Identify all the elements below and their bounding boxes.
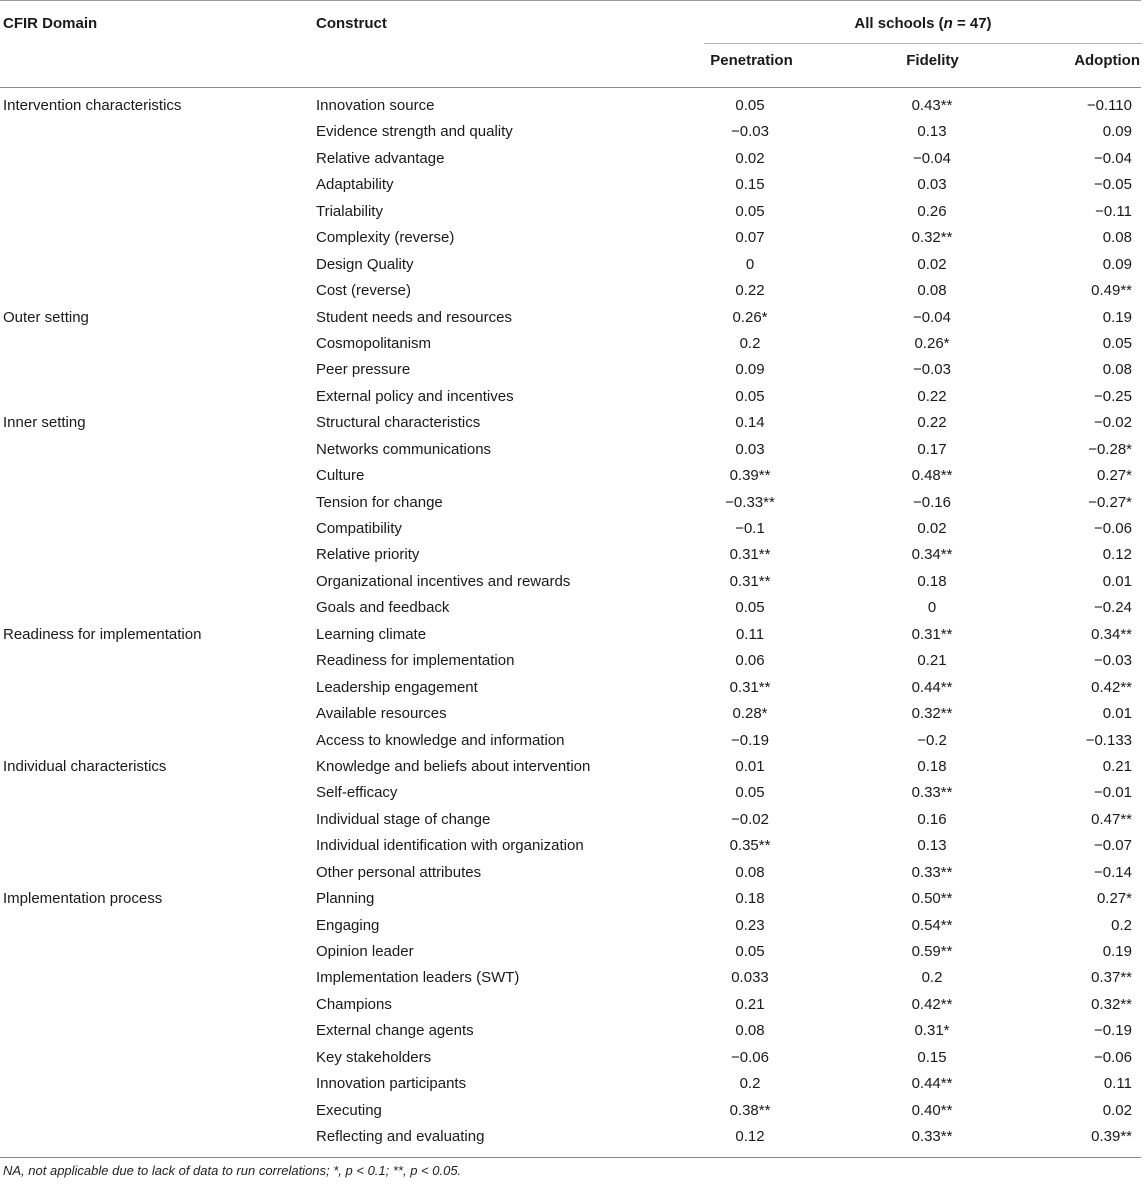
cell-penetration: 0.05 bbox=[735, 202, 765, 220]
cell-penetration: 0.05 bbox=[735, 599, 765, 617]
cell-adoption: −0.05 bbox=[1094, 176, 1132, 194]
cell-fidelity: 0.33** bbox=[911, 863, 953, 881]
table-row bbox=[0, 965, 1145, 991]
cell-construct: Design Quality bbox=[316, 255, 414, 273]
cell-fidelity: 0.42** bbox=[911, 995, 953, 1013]
cell-adoption: −0.14 bbox=[1094, 863, 1132, 881]
table-row bbox=[0, 675, 1145, 701]
cell-penetration: 0.11 bbox=[735, 625, 765, 643]
cell-construct: Goals and feedback bbox=[316, 599, 450, 617]
cell-fidelity: 0.43** bbox=[911, 97, 953, 114]
table-row bbox=[0, 833, 1145, 859]
table-row bbox=[0, 1018, 1145, 1044]
cell-adoption: 0.49** bbox=[1091, 282, 1132, 300]
cell-construct: Knowledge and beliefs about intervention bbox=[316, 757, 591, 775]
cell-penetration: 0.09 bbox=[735, 361, 765, 379]
cell-fidelity: 0.48** bbox=[911, 467, 953, 485]
cell-fidelity: 0.40** bbox=[911, 1101, 953, 1119]
table-bottom-rule bbox=[0, 1157, 1141, 1158]
cell-fidelity: 0.26 bbox=[917, 202, 947, 220]
cell-adoption: −0.02 bbox=[1094, 414, 1132, 432]
cell-adoption: −0.06 bbox=[1094, 1048, 1132, 1066]
cell-construct: External policy and incentives bbox=[316, 387, 514, 405]
cell-penetration: 0.2 bbox=[739, 334, 761, 352]
table-row bbox=[0, 463, 1145, 489]
table-row bbox=[0, 278, 1145, 304]
cell-construct: Student needs and resources bbox=[316, 308, 512, 326]
cell-penetration: −0.1 bbox=[735, 520, 765, 537]
cell-fidelity: 0.2 bbox=[921, 969, 943, 987]
cell-adoption: −0.19 bbox=[1094, 1022, 1132, 1040]
cell-adoption: −0.110 bbox=[1086, 97, 1132, 114]
table-row bbox=[0, 1071, 1145, 1097]
cell-fidelity: 0.31** bbox=[911, 625, 953, 643]
cell-fidelity: 0.33** bbox=[911, 784, 953, 802]
cell-penetration: 0.15 bbox=[735, 176, 765, 194]
cell-construct: Tension for change bbox=[316, 493, 443, 511]
cell-domain: Readiness for implementation bbox=[3, 625, 202, 643]
table-row bbox=[0, 860, 1145, 886]
cell-fidelity: 0.22 bbox=[917, 387, 947, 405]
cell-adoption: 0.37** bbox=[1091, 969, 1132, 987]
table-row bbox=[0, 199, 1145, 225]
cell-penetration: 0.06 bbox=[735, 652, 765, 670]
cell-penetration: 0.01 bbox=[735, 757, 765, 775]
header-all-schools-suffix: = 47) bbox=[952, 15, 992, 32]
cell-adoption: 0.05 bbox=[1102, 334, 1132, 352]
cell-domain: Implementation process bbox=[3, 890, 163, 908]
cell-fidelity: 0.34** bbox=[911, 546, 953, 564]
table-row bbox=[0, 410, 1145, 436]
cell-penetration: 0.21 bbox=[735, 995, 765, 1013]
cell-construct: Readiness for implementation bbox=[316, 652, 515, 670]
cell-penetration: 0.05 bbox=[735, 387, 765, 405]
cell-adoption: −0.04 bbox=[1094, 149, 1132, 167]
cell-construct: Individual stage of change bbox=[316, 810, 491, 828]
cell-fidelity: 0.32** bbox=[911, 705, 953, 723]
cell-penetration: −0.19 bbox=[731, 731, 769, 749]
cell-fidelity: 0.33** bbox=[911, 1128, 953, 1146]
cell-construct: Organizational incentives and rewards bbox=[316, 572, 571, 590]
cell-construct: Compatibility bbox=[316, 520, 402, 537]
cell-construct: Key stakeholders bbox=[316, 1048, 432, 1066]
table-row bbox=[0, 992, 1145, 1018]
cell-penetration: −0.02 bbox=[731, 810, 769, 828]
table-body bbox=[0, 88, 1145, 1157]
cell-construct: Learning climate bbox=[316, 625, 427, 643]
table-row bbox=[0, 542, 1145, 568]
cell-adoption: −0.25 bbox=[1094, 387, 1132, 405]
cell-penetration: 0.23 bbox=[735, 916, 765, 934]
cell-fidelity: 0.16 bbox=[917, 810, 947, 828]
table-row bbox=[0, 701, 1145, 727]
header-adoption: Adoption bbox=[1074, 52, 1140, 69]
table-row bbox=[0, 146, 1145, 172]
cell-adoption: 0.19 bbox=[1102, 308, 1132, 326]
cell-construct: Relative advantage bbox=[316, 149, 445, 167]
cell-fidelity: 0.44** bbox=[911, 678, 953, 696]
table-row bbox=[0, 331, 1145, 357]
table-row bbox=[0, 622, 1145, 648]
cell-penetration: 0.26* bbox=[732, 308, 768, 326]
cell-penetration: 0.05 bbox=[735, 784, 765, 802]
cell-construct: Opinion leader bbox=[316, 943, 414, 960]
cell-fidelity: 0.03 bbox=[917, 176, 947, 194]
cell-adoption: 0.27* bbox=[1096, 890, 1132, 908]
table-row bbox=[0, 1124, 1145, 1150]
cell-construct: Cosmopolitanism bbox=[316, 334, 432, 352]
cell-penetration: −0.33** bbox=[725, 493, 775, 511]
header-all-schools bbox=[704, 15, 1142, 33]
header-all-schools-n: n bbox=[943, 15, 953, 32]
cell-adoption: 0.2 bbox=[1111, 916, 1132, 934]
cell-penetration: 0.31** bbox=[729, 678, 771, 696]
cell-construct: Complexity (reverse) bbox=[316, 229, 455, 247]
cell-fidelity: 0.21 bbox=[917, 652, 947, 670]
cell-domain: Inner setting bbox=[3, 414, 86, 432]
table-row bbox=[0, 780, 1145, 806]
cell-fidelity: 0.13 bbox=[917, 837, 947, 855]
cell-domain: Individual characteristics bbox=[3, 757, 167, 775]
cell-domain: Outer setting bbox=[3, 308, 89, 326]
cell-adoption: 0.08 bbox=[1102, 229, 1132, 247]
header-cfir-domain: CFIR Domain bbox=[3, 15, 98, 32]
cell-penetration: 0.12 bbox=[735, 1128, 765, 1146]
table-footnote: NA, not applicable due to lack of data to run correlations; *, p < 0.1; **, p < 0.05. bbox=[3, 1163, 462, 1178]
cell-construct: Culture bbox=[316, 467, 365, 485]
table-row bbox=[0, 595, 1145, 621]
cell-construct: Self-efficacy bbox=[316, 784, 398, 802]
cell-penetration: 0.35** bbox=[729, 837, 771, 855]
cell-construct: Individual identification with organization bbox=[316, 837, 584, 855]
cell-adoption: 0.12 bbox=[1102, 546, 1132, 564]
cell-adoption: 0.47** bbox=[1091, 810, 1132, 828]
table-row bbox=[0, 648, 1145, 674]
table-row bbox=[0, 913, 1145, 939]
cell-construct: Evidence strength and quality bbox=[316, 123, 513, 141]
cell-construct: Executing bbox=[316, 1101, 382, 1119]
cell-adoption: 0.32** bbox=[1091, 995, 1132, 1013]
cell-adoption: 0.19 bbox=[1102, 943, 1132, 960]
cell-fidelity: −0.2 bbox=[917, 731, 947, 749]
table-row bbox=[0, 516, 1145, 542]
cell-adoption: 0.09 bbox=[1102, 123, 1132, 141]
cell-construct: Relative priority bbox=[316, 546, 420, 564]
cell-domain: Intervention characteristics bbox=[3, 97, 182, 114]
cell-construct: Engaging bbox=[316, 916, 380, 934]
cell-construct: Planning bbox=[316, 890, 375, 908]
cell-penetration: 0.03 bbox=[735, 440, 765, 458]
table-row bbox=[0, 886, 1145, 912]
table-row bbox=[0, 728, 1145, 754]
cell-adoption: 0.27* bbox=[1096, 467, 1132, 485]
header-penetration: Penetration bbox=[710, 52, 793, 69]
cell-penetration: −0.06 bbox=[731, 1048, 769, 1066]
cell-adoption: 0.42** bbox=[1091, 678, 1132, 696]
cell-fidelity: −0.03 bbox=[913, 361, 951, 379]
cell-adoption: 0.09 bbox=[1102, 255, 1132, 273]
cell-construct: Peer pressure bbox=[316, 361, 411, 379]
cell-adoption: −0.03 bbox=[1094, 652, 1132, 670]
cell-penetration: 0.38** bbox=[729, 1101, 771, 1119]
header-fidelity: Fidelity bbox=[906, 52, 959, 69]
cell-construct: Access to knowledge and information bbox=[316, 731, 565, 749]
table-row bbox=[0, 252, 1145, 278]
table-row bbox=[0, 357, 1145, 383]
cell-fidelity: 0.02 bbox=[917, 255, 947, 273]
table-row bbox=[0, 807, 1145, 833]
cell-adoption: 0.01 bbox=[1102, 705, 1132, 723]
cell-adoption: 0.34** bbox=[1091, 625, 1132, 643]
cell-adoption: −0.28* bbox=[1088, 440, 1132, 458]
table-row bbox=[0, 490, 1145, 516]
cell-fidelity: 0.02 bbox=[917, 520, 947, 537]
cell-penetration: 0.18 bbox=[735, 890, 765, 908]
cell-construct: Implementation leaders (SWT) bbox=[316, 969, 520, 987]
cell-penetration: 0.05 bbox=[735, 97, 765, 114]
cell-fidelity: 0.32** bbox=[911, 229, 953, 247]
header-construct: Construct bbox=[316, 15, 387, 32]
cell-fidelity: 0.17 bbox=[917, 440, 947, 458]
cell-fidelity: 0.18 bbox=[917, 572, 947, 590]
cell-construct: Leadership engagement bbox=[316, 678, 478, 696]
cell-fidelity: 0 bbox=[927, 599, 937, 617]
cell-penetration: 0.08 bbox=[735, 1022, 765, 1040]
cell-penetration: 0.05 bbox=[735, 943, 765, 960]
cell-construct: Other personal attributes bbox=[316, 863, 482, 881]
cell-construct: Cost (reverse) bbox=[316, 282, 412, 300]
cell-penetration: 0.39** bbox=[729, 467, 771, 485]
cell-penetration: −0.03 bbox=[731, 123, 769, 141]
table-row bbox=[0, 437, 1145, 463]
cell-adoption: 0.01 bbox=[1102, 572, 1132, 590]
cell-construct: Available resources bbox=[316, 705, 447, 723]
table-row bbox=[0, 1098, 1145, 1124]
header-group-rule bbox=[704, 43, 1142, 44]
cell-penetration: 0.22 bbox=[735, 282, 765, 300]
cell-construct: Networks communications bbox=[316, 440, 492, 458]
cell-adoption: −0.01 bbox=[1094, 784, 1132, 802]
cell-fidelity: 0.31* bbox=[914, 1022, 950, 1040]
cell-construct: Innovation source bbox=[316, 97, 435, 114]
cell-penetration: 0.2 bbox=[739, 1075, 761, 1093]
table-row bbox=[0, 384, 1145, 410]
cell-construct: Adaptability bbox=[316, 176, 394, 194]
cell-fidelity: 0.54** bbox=[911, 916, 953, 934]
table-row bbox=[0, 939, 1145, 965]
cell-adoption: 0.11 bbox=[1103, 1075, 1132, 1093]
cell-adoption: −0.11 bbox=[1095, 202, 1132, 220]
cell-penetration: 0.28* bbox=[732, 705, 768, 723]
cell-adoption: 0.02 bbox=[1102, 1101, 1132, 1119]
table-header bbox=[0, 1, 1145, 87]
cell-adoption: −0.07 bbox=[1094, 837, 1132, 855]
cell-fidelity: 0.08 bbox=[917, 282, 947, 300]
header-all-schools-prefix: All schools ( bbox=[854, 15, 944, 32]
cell-fidelity: 0.15 bbox=[917, 1048, 947, 1066]
cell-construct: Trialability bbox=[316, 202, 383, 220]
cell-fidelity: 0.18 bbox=[917, 757, 947, 775]
cell-penetration: 0 bbox=[745, 255, 755, 273]
cell-fidelity: 0.26* bbox=[914, 334, 950, 352]
cell-fidelity: −0.04 bbox=[913, 308, 951, 326]
cell-fidelity: 0.50** bbox=[911, 890, 953, 908]
cell-adoption: 0.21 bbox=[1102, 757, 1132, 775]
cell-fidelity: −0.04 bbox=[913, 149, 951, 167]
cell-penetration: 0.02 bbox=[735, 149, 765, 167]
table-row bbox=[0, 569, 1145, 595]
table-row bbox=[0, 305, 1145, 331]
table-row bbox=[0, 754, 1145, 780]
table-row bbox=[0, 119, 1145, 145]
cell-penetration: 0.08 bbox=[735, 863, 765, 881]
cell-construct: Champions bbox=[316, 995, 392, 1013]
cell-construct: External change agents bbox=[316, 1022, 474, 1040]
cell-penetration: 0.07 bbox=[735, 229, 765, 247]
cell-construct: Reflecting and evaluating bbox=[316, 1128, 485, 1146]
cell-adoption: −0.133 bbox=[1085, 731, 1132, 749]
cell-penetration: 0.31** bbox=[729, 572, 771, 590]
table-row bbox=[0, 225, 1145, 251]
cell-fidelity: 0.22 bbox=[917, 414, 947, 432]
table-row bbox=[0, 1045, 1145, 1071]
cell-adoption: −0.27* bbox=[1088, 493, 1132, 511]
cell-fidelity: −0.16 bbox=[913, 493, 951, 511]
cell-penetration: 0.14 bbox=[735, 414, 765, 432]
cell-adoption: 0.39** bbox=[1091, 1128, 1132, 1146]
table-row bbox=[0, 93, 1145, 119]
cell-fidelity: 0.13 bbox=[917, 123, 947, 141]
cell-penetration: 0.033 bbox=[731, 969, 769, 987]
cell-adoption: −0.24 bbox=[1094, 599, 1132, 617]
cell-fidelity: 0.59** bbox=[911, 943, 953, 960]
cell-adoption: −0.06 bbox=[1094, 520, 1132, 537]
cell-fidelity: 0.44** bbox=[911, 1075, 953, 1093]
cell-construct: Innovation participants bbox=[316, 1075, 467, 1093]
cell-adoption: 0.08 bbox=[1102, 361, 1132, 379]
cell-penetration: 0.31** bbox=[729, 546, 771, 564]
cell-construct: Structural characteristics bbox=[316, 414, 481, 432]
table-row bbox=[0, 172, 1145, 198]
